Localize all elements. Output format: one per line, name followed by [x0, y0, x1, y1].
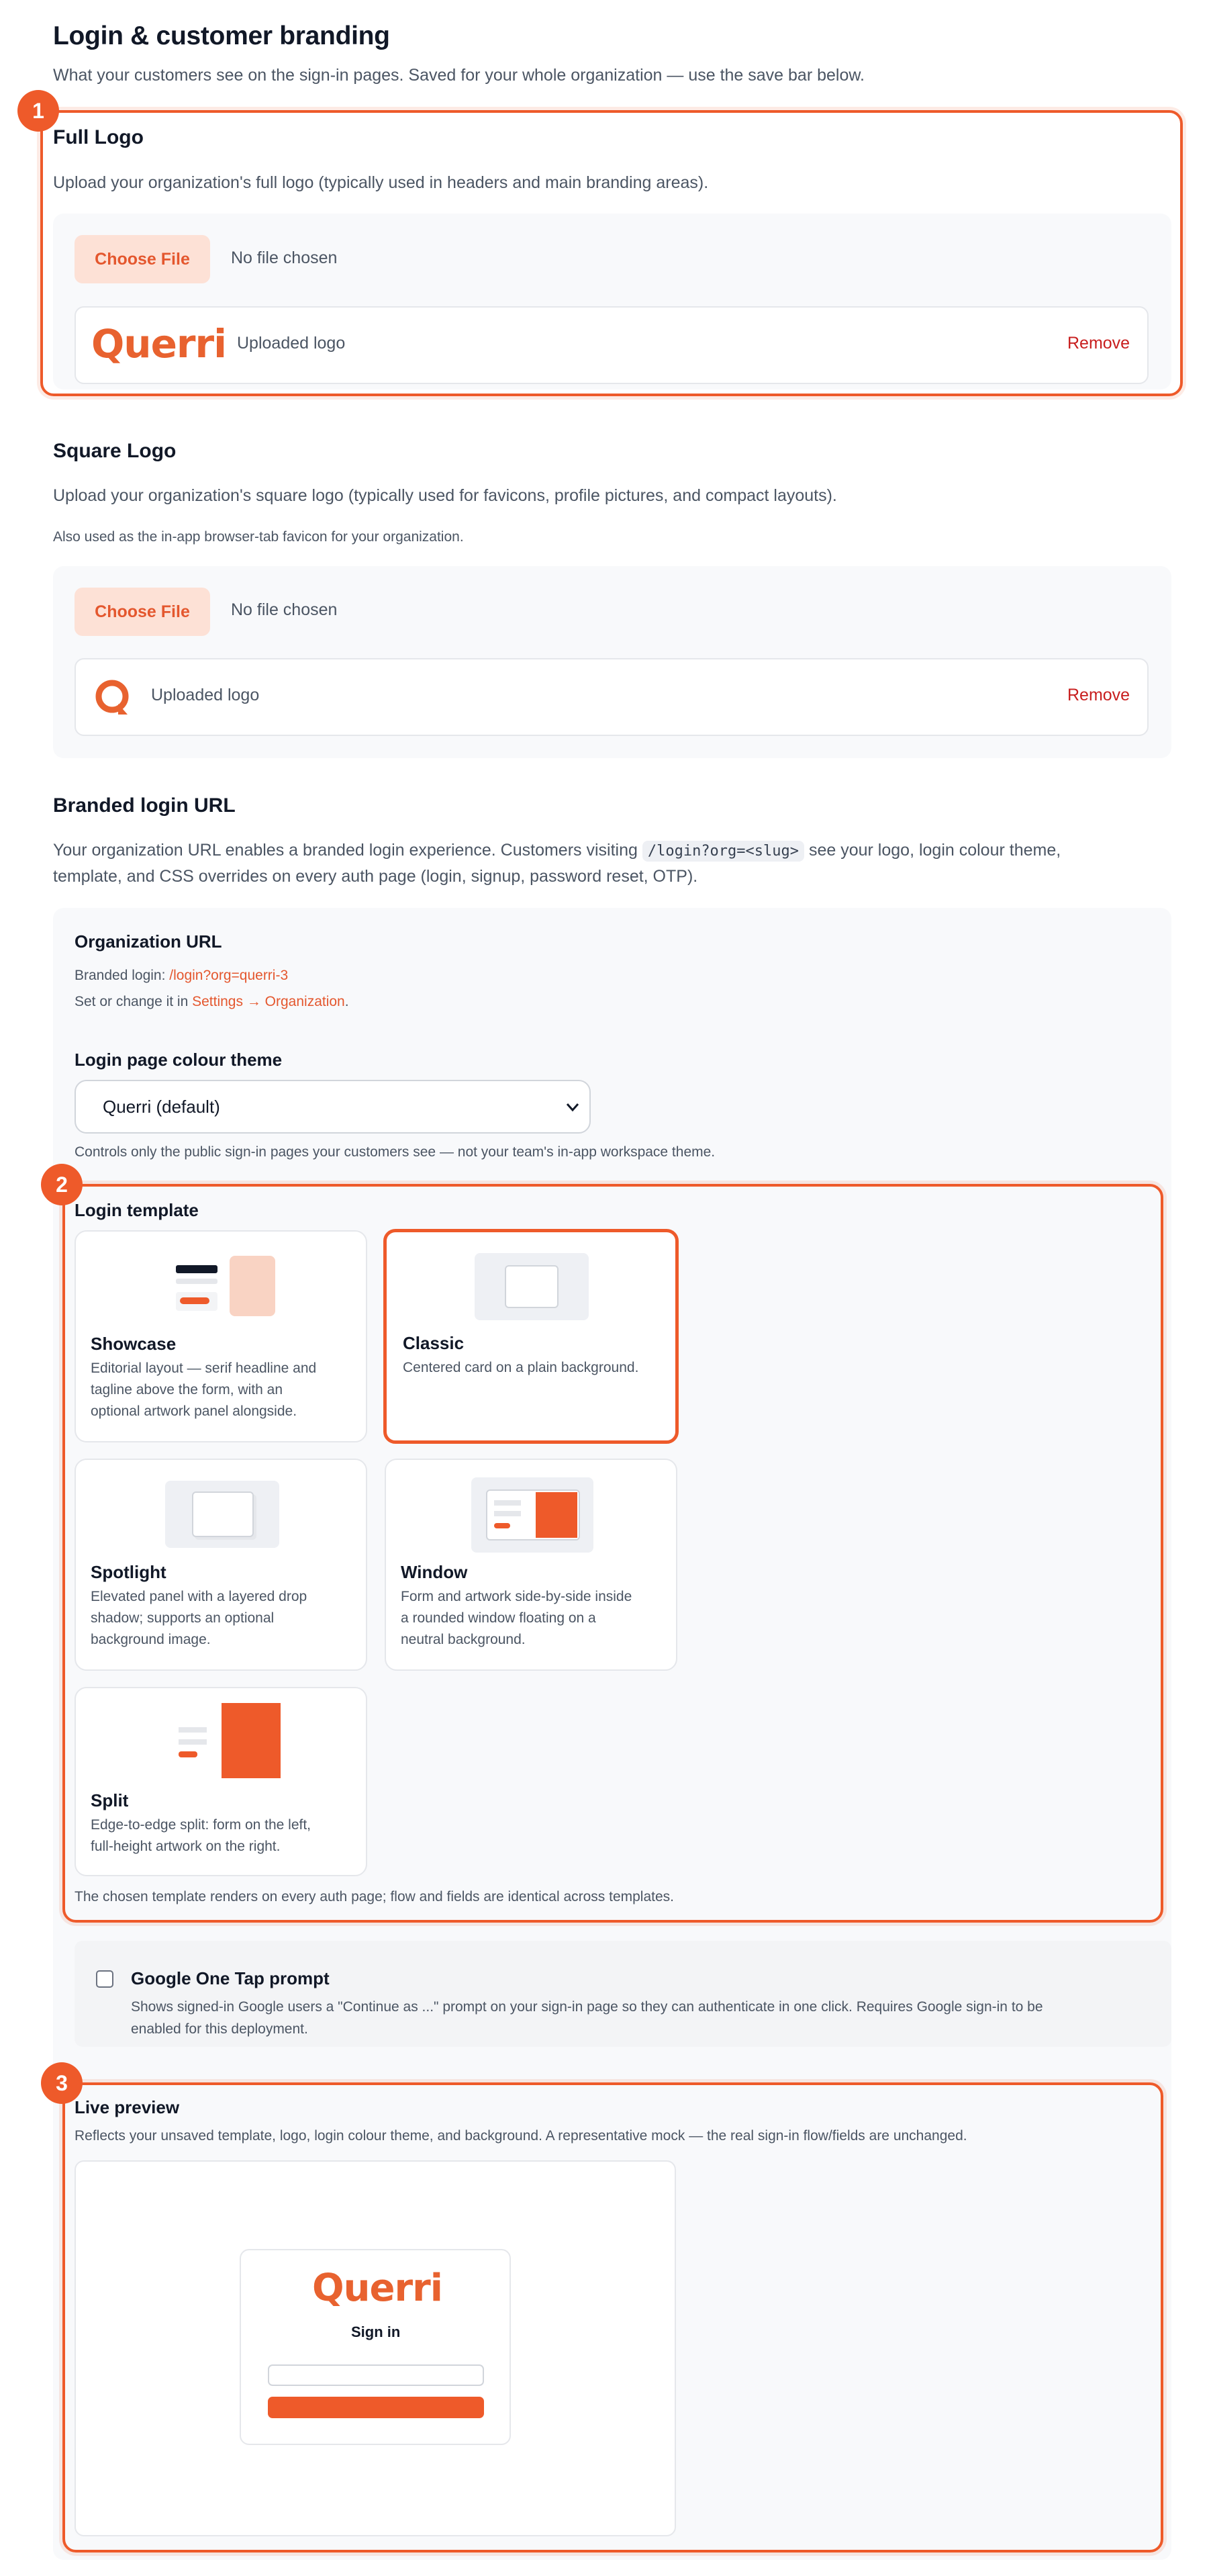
showcase-artwork-panel: [230, 1256, 275, 1316]
uploaded-logo-label-square: Uploaded logo: [151, 686, 260, 704]
template-desc-line: optional artwork panel alongside.: [91, 1404, 297, 1419]
window-thumbnail: [471, 1477, 593, 1553]
square-logo-description: Upload your organization's square logo (typically used for favicons, profile pictures, and compact layouts).: [53, 486, 837, 505]
showcase-tagline-bar: [176, 1279, 217, 1284]
template-desc-line: Centered card on a plain background.: [403, 1360, 639, 1375]
split-button-bar: [179, 1751, 197, 1757]
one-tap-desc-line1: Shows signed-in Google users a "Continue as ..." prompt on your sign-in page so they can authenticate in one click. Requires Google sign-in to be: [131, 1999, 1043, 2015]
theme-select-value: Querri (default): [103, 1097, 220, 1117]
template-desc-line: tagline above the form, with an: [91, 1382, 283, 1397]
settings-prefix: Set or change it in: [75, 994, 193, 1009]
spotlight-panel-shape: [192, 1491, 254, 1537]
template-name: Split: [91, 1790, 129, 1810]
template-desc: [91, 1358, 316, 1422]
callout-badge-1: 1: [17, 90, 59, 132]
settings-suffix: .: [344, 994, 349, 1009]
preview-submit-button: [268, 2397, 484, 2418]
template-card-window[interactable]: [385, 1459, 677, 1671]
page-subtitle: What your customers see on the sign-in pages. Saved for your whole organization — use the save bar below.: [53, 66, 865, 85]
branded-login-line: [75, 968, 288, 984]
branded-url-title: Branded login URL: [53, 794, 236, 817]
theme-select[interactable]: [75, 1080, 591, 1134]
window-field-bar: [494, 1511, 521, 1516]
template-name: Window: [401, 1562, 468, 1582]
branded-url-description: [53, 841, 1061, 860]
split-artwork-shape: [222, 1703, 281, 1778]
square-logo-title: Square Logo: [53, 440, 177, 462]
one-tap-desc-line2: enabled for this deployment.: [131, 2021, 308, 2037]
page-title: Login & customer branding: [53, 21, 390, 50]
template-desc-line: a rounded window floating on a: [401, 1610, 596, 1626]
uploaded-logo-label: Uploaded logo: [237, 334, 346, 353]
choose-file-button-square[interactable]: Choose File: [75, 588, 210, 636]
branded-url-description-line2: template, and CSS overrides on every auth page (login, signup, password reset, OTP).: [53, 867, 698, 886]
file-status-square: No file chosen: [231, 600, 338, 619]
preview-sign-in-heading: Sign in: [351, 2324, 401, 2340]
template-name: Showcase: [91, 1334, 177, 1354]
org-url-label: Organization URL: [75, 931, 222, 952]
preview-querri-logo: Querri: [312, 2266, 442, 2310]
template-desc-line: Elevated panel with a layered drop: [91, 1589, 307, 1604]
one-tap-checkbox[interactable]: [96, 1970, 113, 1988]
login-template-label: Login template: [75, 1200, 199, 1220]
full-logo-description: Upload your organization's full logo (typically used in headers and main branding areas).: [53, 173, 709, 192]
template-desc-line: background image.: [91, 1632, 211, 1647]
template-card-showcase[interactable]: [75, 1230, 367, 1442]
classic-card-shape: [505, 1265, 559, 1308]
template-name: Classic: [403, 1333, 465, 1353]
template-desc: [91, 1586, 307, 1651]
settings-organization-link[interactable]: Settings → Organization: [192, 994, 345, 1009]
full-logo-title: Full Logo: [53, 126, 144, 148]
file-status: No file chosen: [231, 248, 338, 267]
template-desc-line: Editorial layout — serif headline and: [91, 1361, 317, 1376]
chevron-down-icon: [566, 1103, 579, 1112]
template-desc-line: neutral background.: [401, 1632, 526, 1647]
window-artwork-shape: [536, 1492, 577, 1538]
template-desc-line: shadow; supports an optional: [91, 1610, 275, 1626]
template-card-split[interactable]: [75, 1687, 367, 1876]
spotlight-thumbnail: [165, 1481, 279, 1548]
theme-label: Login page colour theme: [75, 1050, 283, 1070]
querri-wordmark-logo: Querri: [91, 321, 227, 367]
window-button-bar: [494, 1523, 510, 1528]
theme-help: Controls only the public sign-in pages your customers see — not your team's in-app workspace theme.: [75, 1144, 716, 1160]
template-name: Spotlight: [91, 1562, 166, 1582]
template-desc-line: full-height artwork on the right.: [91, 1839, 281, 1854]
window-field-bar: [494, 1500, 521, 1506]
remove-full-logo-button[interactable]: Remove: [1067, 334, 1130, 353]
showcase-button-bar: [180, 1297, 209, 1304]
one-tap-label[interactable]: Google One Tap prompt: [131, 1968, 330, 1988]
branded-url-desc-part2: see your logo, login colour theme,: [808, 841, 1061, 860]
callout-badge-3: 3: [41, 2062, 83, 2104]
live-preview-description: Reflects your unsaved template, logo, login colour theme, and background. A representative mock — the real sign-in flow/fields are unchanged.: [75, 2128, 967, 2144]
branded-url-desc-part1: Your organization URL enables a branded login experience. Customers visiting: [53, 841, 638, 860]
full-logo-preview-row: [75, 306, 1149, 384]
login-slug-code: /login?org=<slug>: [642, 841, 804, 862]
split-field-bar: [179, 1739, 207, 1745]
branded-login-prefix: Branded login:: [75, 968, 170, 983]
square-logo-note: Also used as the in-app browser-tab favicon for your organization.: [53, 529, 464, 545]
template-card-spotlight[interactable]: [75, 1459, 367, 1671]
showcase-headline-bar: [176, 1265, 217, 1273]
template-desc: [403, 1357, 638, 1379]
live-preview-title: Live preview: [75, 2097, 180, 2117]
template-desc-line: Form and artwork side-by-side inside: [401, 1589, 632, 1604]
callout-badge-2: 2: [41, 1164, 83, 1205]
template-footer-note: The chosen template renders on every auth page; flow and fields are identical across templates.: [75, 1889, 675, 1904]
settings-line: [75, 994, 349, 1010]
remove-square-logo-button[interactable]: Remove: [1067, 686, 1130, 704]
template-desc: [91, 1814, 311, 1857]
split-field-bar: [179, 1727, 207, 1733]
choose-file-button[interactable]: Choose File: [75, 235, 210, 283]
classic-thumbnail: [475, 1253, 589, 1320]
template-card-classic[interactable]: [383, 1229, 679, 1444]
querri-q-logo-icon: [93, 677, 133, 717]
preview-input-field: [268, 2364, 484, 2386]
branded-login-link[interactable]: /login?org=querri-3: [169, 968, 289, 983]
template-desc: [401, 1586, 632, 1651]
template-desc-line: Edge-to-edge split: form on the left,: [91, 1817, 311, 1833]
